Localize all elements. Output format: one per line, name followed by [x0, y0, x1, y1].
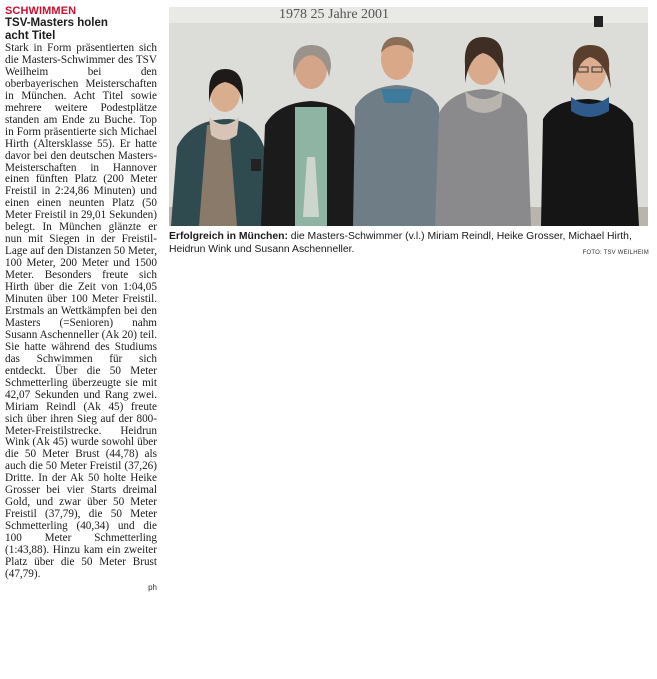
team-photo-illustration — [169, 7, 648, 226]
section-kicker: SCHWIMMEN — [5, 5, 77, 17]
caption-lead: Erfolgreich in München: — [169, 231, 288, 242]
article-body — [5, 42, 157, 592]
article-text-column — [5, 5, 157, 594]
article-body-paragraph: Stark in Form präsentierten sich die Masters-Schwimmer des TSV Weilheim bei den oberbayerischen Meisterschaften in München. Acht Titel sowie mehrere weitere Podestplätze standen am Ende zu Buche. Top in Form präsentierte sich Michael Hirth (Altersklasse 55). Er hatte davor bei den deutschen Masters-Meisterschaften in Hannover einen fünften Platz (200 Meter Freistil in 2:24,86 Minuten) und einen einen neunten Platz (50 Meter Freistil in 29,01 Sekunden) belegt. In München glänzte er nun mit Siegen in der Freistil-Lage auf den Distanzen 50 Meter, 100 Meter, 200 Meter und 1500 Meter. Besonders freute sich Hirth über die Zeit von 1:04,05 Minuten über 100 Meter Freistil. Erstmals an Wettkämpfen bei den Masters (=Senioren) nahm Susann Aschenneller (Ak 20) teil. Sie hatte während des Studiums das Schwimmen für sich entdeckt. Über die 50 Meter Schmetterling überzeugte sie mit 42,07 Sekunden und Rang zwei. Miriam Reindl (Ak 45) freute sich über ihren Sieg auf der 800-Meter-Freistilstrecke. Heidrun Wink (Ak 45) wurde sowohl über die 50 Meter Brust (44,78) als auch die 50 Meter Freistil (37,26) Dritte. In der Ak 50 holte Heike Grosser bei vier Starts dreimal Gold, und zwar über 50 Meter Freistil (37,79), die 50 Meter Schmetterling (40,34) und die 100 Meter Schmetterling (1:43,88). Hinzu kam ein zweiter Platz über die 50 Meter Brust (47,79). — [5, 42, 157, 580]
photo-credit: FOTO: TSV WEILHEIM — [582, 250, 649, 256]
headline-line-2: acht Titel — [5, 29, 56, 42]
photo-banner — [169, 7, 648, 23]
photo-wall-sign — [594, 16, 603, 27]
headline — [5, 17, 157, 42]
photo-caption — [169, 231, 651, 256]
team-photo — [169, 7, 648, 226]
photo-banner-text: 1978 25 Jahre 2001 — [279, 7, 390, 22]
headline-line-1: TSV-Masters holen — [5, 17, 108, 29]
author-byline: ph — [148, 582, 157, 592]
caption-text: die Masters-Schwimmer (v.l.) Miriam Reindl, Heike Grosser, Michael Hirth, Heidrun Wink und Susann Aschenneller. — [169, 231, 632, 255]
